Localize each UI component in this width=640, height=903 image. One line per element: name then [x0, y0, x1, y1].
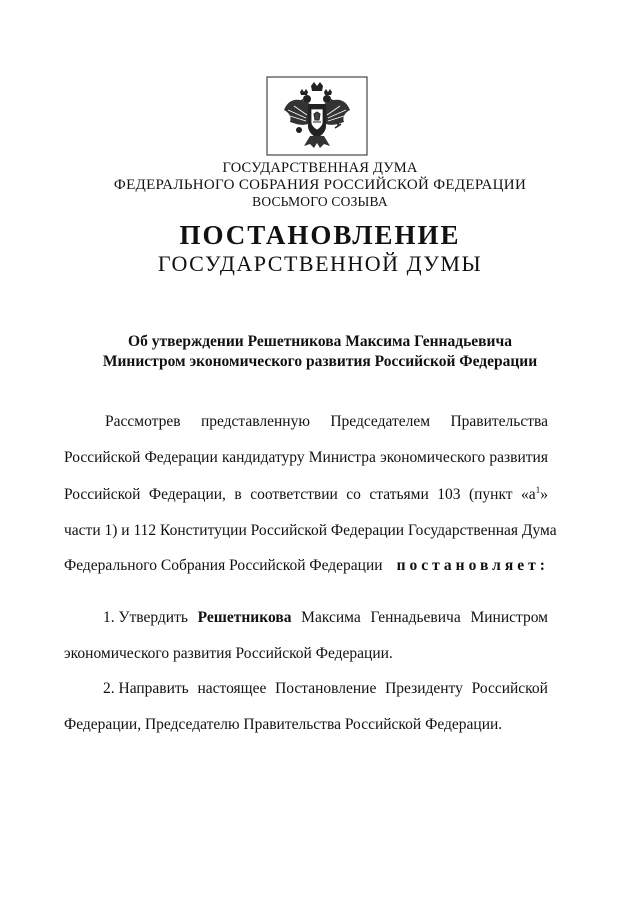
word: Министром: [470, 609, 548, 626]
word: статьями: [369, 486, 429, 503]
word: «а: [521, 486, 536, 503]
word: со: [346, 486, 361, 503]
preamble-line-4: части 1) и 112 Конституции Российской Федерации Государственная Дума: [64, 522, 557, 539]
word: Председателем: [330, 413, 431, 430]
word: Постановление: [275, 680, 377, 697]
text: Федерального Собрания Российской Федерации: [64, 557, 383, 574]
word: Российской: [64, 449, 141, 466]
document-title: ПОСТАНОВЛЕНИЕ: [179, 220, 461, 250]
item-1-line-1: [103, 609, 548, 627]
word: (пункт: [468, 486, 513, 503]
document-subtitle: ГОСУДАРСТВЕННОЙ ДУМЫ: [157, 251, 483, 276]
word: Правительства: [450, 413, 548, 430]
word: развития: [489, 449, 548, 466]
word: Геннадьевича: [370, 609, 461, 626]
word: в: [234, 486, 242, 503]
preamble-line-5: [64, 557, 548, 575]
preamble-line-1: [105, 413, 548, 431]
word: Российской: [471, 680, 548, 697]
item-2-line-1: [103, 680, 548, 698]
resolves-keyword: постановляет:: [396, 557, 549, 574]
word: 2. Направить: [103, 680, 189, 697]
preamble-line-3: [64, 486, 548, 504]
superscript: 1: [535, 484, 541, 495]
header-line-convocation: ВОСЬМОГО СОЗЫВА: [252, 194, 388, 209]
word: Федерации: [144, 449, 218, 466]
coat-of-arms-emblem: [266, 76, 368, 156]
word: Российской: [64, 486, 141, 503]
word: 103: [437, 486, 461, 503]
header-line-state-duma: ГОСУДАРСТВЕННАЯ ДУМА: [222, 160, 418, 176]
word: 1. Утвердить: [103, 609, 188, 626]
word: Максима: [301, 609, 361, 626]
subject-line-2: Министром экономического развития Российской Федерации: [102, 353, 538, 370]
item-2-line-2: Федерации, Председателю Правительства Российской Федерации.: [64, 716, 503, 733]
word: Президенту: [385, 680, 463, 697]
header-line-federal-assembly: ФЕДЕРАЛЬНОГО СОБРАНИЯ РОССИЙСКОЙ ФЕДЕРАЦИИ: [113, 177, 527, 193]
surname-bold: Решетникова: [197, 609, 292, 626]
word-with-superscript: [521, 486, 548, 504]
word: Рассмотрев: [105, 413, 181, 430]
word: »: [540, 486, 548, 503]
word: Министра: [308, 449, 376, 466]
word: кандидатуру: [221, 449, 305, 466]
word: представленную: [200, 413, 310, 430]
item-1-line-2: экономического развития Российской Федерации.: [64, 645, 393, 662]
word: соответствии: [250, 486, 338, 503]
subject-line-1: Об утверждении Решетникова Максима Геннадьевича: [128, 333, 512, 350]
preamble-line-2: [64, 449, 548, 467]
word: экономического: [380, 449, 486, 466]
word: Федерации,: [148, 486, 226, 503]
word: настоящее: [197, 680, 267, 697]
